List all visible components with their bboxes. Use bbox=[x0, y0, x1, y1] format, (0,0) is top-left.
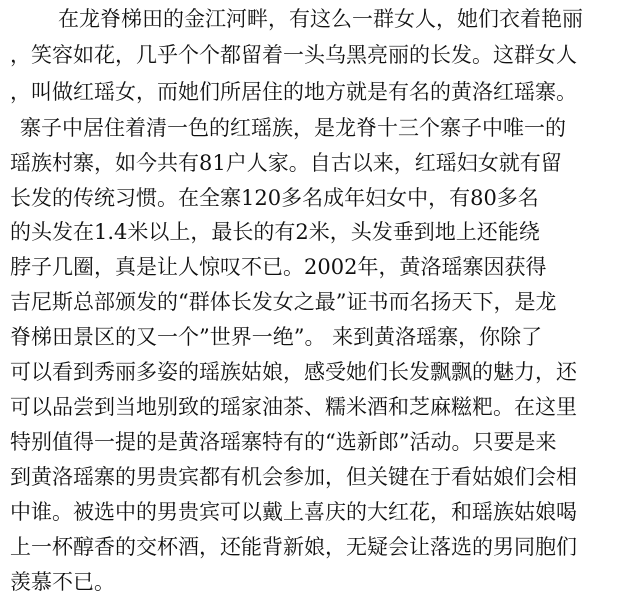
text-line: 羡慕不已。 bbox=[10, 570, 115, 594]
text-line: 瑶族村寨，如今共有81户人家。自古以来，红瑶妇女就有留 bbox=[10, 151, 562, 175]
text-line: 寨子中居住着清一色的红瑶族，是龙脊十三个寨子中唯一的 bbox=[20, 116, 566, 140]
text-line: 在龙脊梯田的金江河畔，有这么一群女人，她们衣着艳丽 bbox=[58, 7, 583, 31]
text-line: 到黄洛瑶寨的男贵宾都有机会参加，但关键在于看姑娘们会相 bbox=[10, 465, 577, 489]
text-line: 可以看到秀丽多姿的瑶族姑娘，感受她们长发飘飘的魅力，还 bbox=[10, 360, 577, 384]
text-line: ，笑容如花，几乎个个都留着一头乌黑亮丽的长发。这群女人 bbox=[10, 43, 577, 67]
text-line: 脊梯田景区的又一个”世界一绝”。 来到黄洛瑶寨，你除了 bbox=[10, 325, 543, 349]
text-line: 上一杯醇香的交杯酒，还能背新娘，无疑会让落选的男同胞们 bbox=[10, 535, 577, 559]
text-line: 特别值得一提的是黄洛瑶寨特有的“选新郎”活动。只要是来 bbox=[10, 430, 557, 454]
text-line: 可以品尝到当地别致的瑶家油茶、糯米酒和芝麻糍粑。在这里 bbox=[10, 395, 577, 419]
text-line: 脖子几圈，真是让人惊叹不已。2002年，黄洛瑶寨因获得 bbox=[10, 255, 547, 279]
text-line: 吉尼斯总部颁发的“群体长发女之最”证书而名扬天下，是龙 bbox=[10, 290, 557, 314]
text-line: 长发的传统习惯。在全寨120多名成年妇女中，有80多名 bbox=[10, 186, 539, 210]
text-line: ，叫做红瑶女，而她们所居住的地方就是有名的黄洛红瑶寨。 bbox=[10, 80, 577, 104]
text-line: 的头发在1.4米以上，最长的有2米，头发垂到地上还能绕 bbox=[10, 220, 540, 244]
text-line: 中谁。被选中的男贵宾可以戴上喜庆的大红花，和瑶族姑娘喝 bbox=[10, 500, 577, 524]
